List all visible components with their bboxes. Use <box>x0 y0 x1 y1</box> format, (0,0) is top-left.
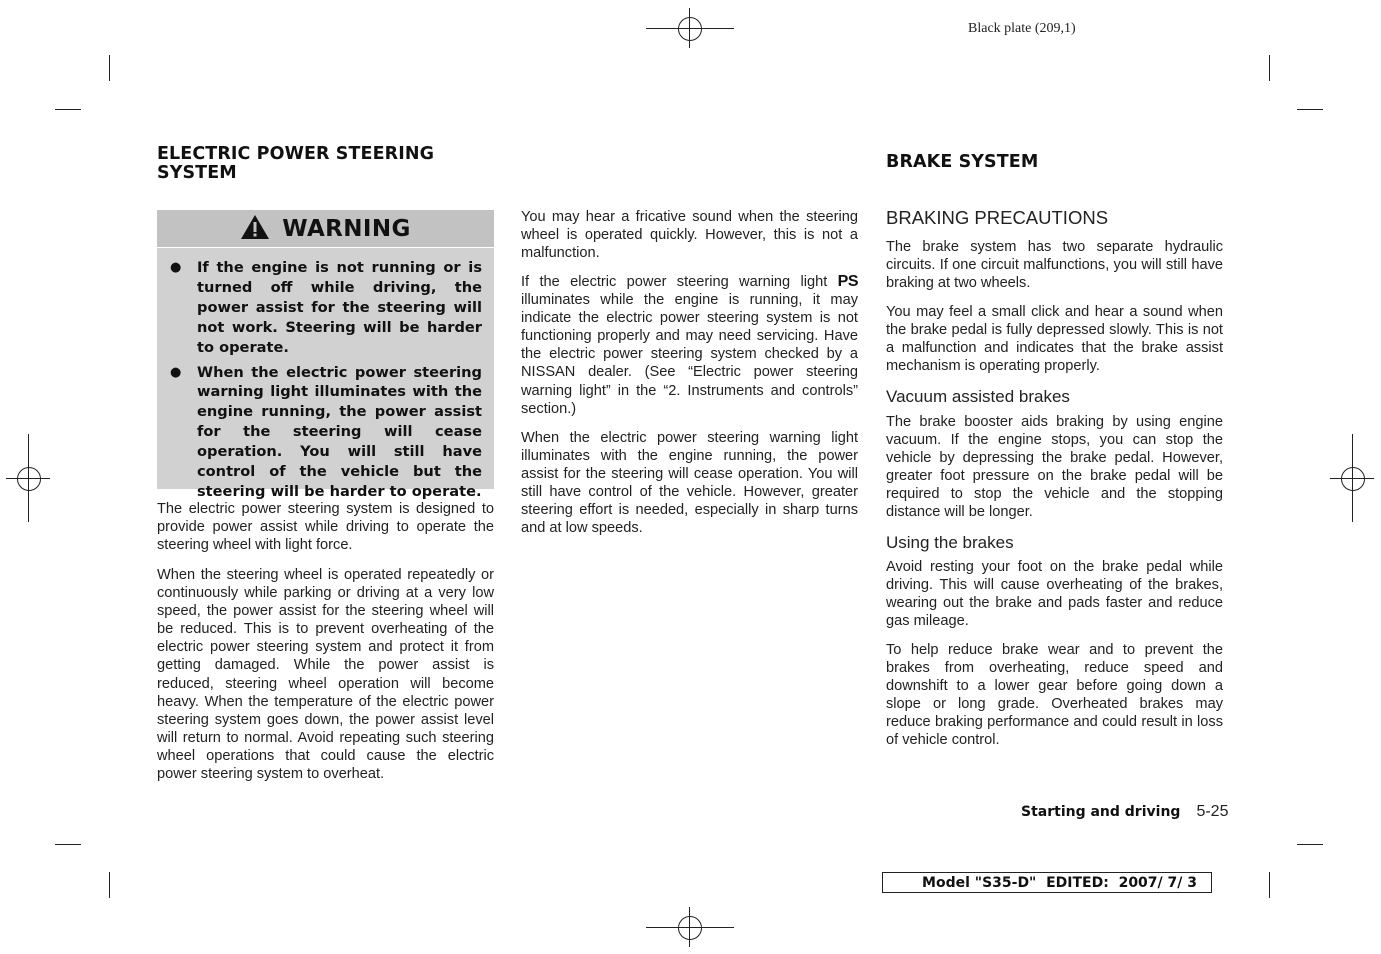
noise-paragraph: You may hear a fricative sound when the steering wheel is operated quickly. However, this is not a malfunction. <box>521 209 858 262</box>
page-number: 5-25 <box>1196 803 1229 820</box>
eps-paragraph: The electric power steering system is designed to provide power assist while driving to operate the steering wheel with light force. <box>157 501 494 554</box>
cease-paragraph: When the electric power steering warning light illuminates with the engine running, the power assist for the steering will cease operation. You will still have control of the vehicle. However, greater steering effort is needed, especially in sharp turns and at low speeds. <box>521 430 858 537</box>
warning-item: ● If the engine is not running or is turned off while driving, the power assist for the steering will not work. Steering will be harder to operate. <box>170 259 482 356</box>
model-edit-label: Model "S35-D" EDITED: 2007/ 7/ 3 <box>922 874 1197 891</box>
braking-precautions-heading: BRAKING PRECAUTIONS <box>886 207 1109 228</box>
model-edit-box <box>882 872 1212 893</box>
warning-list <box>157 248 494 502</box>
brake-paragraph: You may feel a small click and hear a sound when the brake pedal is fully depressed slowly. This is not a malfunction and indicates that the brake assist mechanism is operating properly. <box>886 304 1223 375</box>
page-footer <box>1021 803 1228 821</box>
warning-item: ● When the electric power steering warning light illuminates with the engine running, the power assist for the steering will cease operation. You will still have control of the vehicle but the steering will be harder to operate. <box>170 363 482 500</box>
warning-box <box>157 210 494 500</box>
footer-section-title: Starting and driving <box>1021 804 1181 820</box>
warning-header <box>157 210 494 248</box>
using-brakes-heading: Using the brakes <box>886 533 1014 552</box>
brake-paragraph: The brake booster aids braking by using engine vacuum. If the engine stops, you can stop the vehicle by depressing the brake pedal. However, greater foot pressure on the brake pedal will be required to stop the vehicle and the stopping distance will be longer. <box>886 414 1223 521</box>
ps-warning-light-icon: PS <box>837 273 858 290</box>
warning-label: WARNING <box>282 215 411 242</box>
plate-label: Black plate (209,1) <box>968 21 1076 36</box>
brake-paragraph: The brake system has two separate hydraulic circuits. If one circuit malfunctions, you will still have braking at two wheels. <box>886 239 1223 292</box>
eps-title: ELECTRIC POWER STEERING SYSTEM <box>157 144 435 183</box>
brake-system-title: BRAKE SYSTEM <box>886 152 1039 172</box>
vacuum-brakes-heading: Vacuum assisted brakes <box>886 387 1070 406</box>
brake-paragraph: To help reduce brake wear and to prevent the brakes from overheating, reduce speed and downshift to a lower gear before going down a slope or long grade. Overheated brakes may reduce braking performance and could result in loss of vehicle control. <box>886 642 1223 749</box>
eps-paragraph: When the steering wheel is operated repeatedly or continuously while parking or driving at a very low speed, the power assist for the steering wheel will be reduced. This is to prevent overheating of the electric power steering system and protect it from getting damaged. While the power assist is reduced, steering wheel operation will become heavy. When the temperature of the electric power steering system goes down, the power assist level will return to normal. Avoid repeating such steering wheel operations that could cause the electric power steering system to overheat. <box>157 567 494 783</box>
warning-light-paragraph: If the electric power steering warning light PS illuminates while the engine is running, it may indicate the electric power steering system is not functioning properly and may need servicing. Have the electric power steering system checked by a NISSAN dealer. (See “Electric power steering warning light” in the “2. Instruments and controls” section.) <box>521 273 858 417</box>
brake-paragraph: Avoid resting your foot on the brake pedal while driving. This will cause overheating of the brakes, wearing out the brake and pads faster and reduce gas mileage. <box>886 559 1223 630</box>
warning-triangle-icon <box>240 214 270 244</box>
